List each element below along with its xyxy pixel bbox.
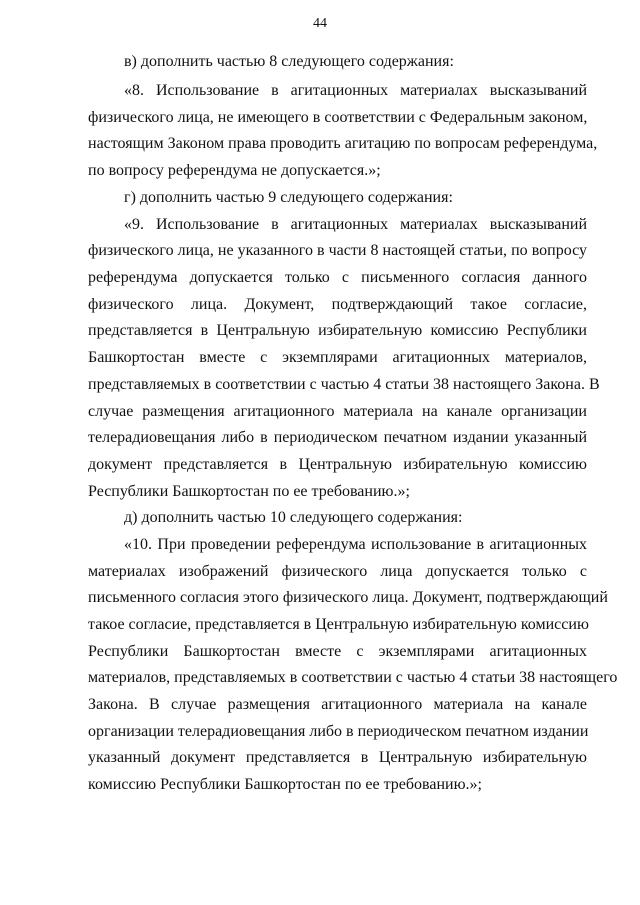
text-line: материалах изображений физического лица допускается только с bbox=[88, 563, 587, 580]
text-line: Республики Башкортостан вместе с экземплярами агитационных bbox=[88, 643, 587, 660]
text-line: г) дополнить частью 9 следующего содержания: bbox=[124, 189, 453, 206]
text-line: по вопросу референдума не допускается.»; bbox=[88, 162, 381, 179]
text-line: физического лица. Документ, подтверждающий такое согласие, bbox=[88, 296, 587, 313]
text-line: указанный документ представляется в Центральную избирательную bbox=[88, 749, 587, 766]
text-line: Республики Башкортостан по ее требованию.»; bbox=[88, 483, 410, 500]
text-line: физического лица, не указанного в части 8 настоящей статьи, по вопросу bbox=[88, 242, 587, 259]
text-line: настоящим Законом права проводить агитацию по вопросам референдума, bbox=[88, 135, 598, 152]
text-line: «10. При проведении референдума использование в агитационных bbox=[124, 536, 587, 553]
text-line: комиссию Республики Башкортостан по ее требованию.»; bbox=[88, 776, 482, 793]
text-line: организации телерадиовещания либо в периодическом печатном издании bbox=[88, 723, 589, 740]
text-line: такое согласие, представляется в Центральную избирательную комиссию bbox=[88, 616, 589, 633]
text-line: д) дополнить частью 10 следующего содержания: bbox=[124, 509, 463, 526]
page-number: 44 bbox=[313, 16, 327, 31]
text-line: представляется в Центральную избирательную комиссию Республики bbox=[88, 322, 587, 339]
text-line: «8. Использование в агитационных материалах высказываний bbox=[124, 82, 587, 99]
text-line: представляемых в соответствии с частью 4 статьи 38 настоящего Закона. В bbox=[88, 376, 600, 393]
text-line: физического лица, не имеющего в соответствии с Федеральным законом, bbox=[88, 109, 588, 126]
text-line: референдума допускается только с письменного согласия данного bbox=[88, 269, 587, 286]
text-line: в) дополнить частью 8 следующего содержания: bbox=[124, 53, 454, 70]
text-line: материалов, представляемых в соответствии с частью 4 статьи 38 настоящего bbox=[88, 669, 618, 686]
text-line: случае размещения агитационного материала на канале организации bbox=[88, 403, 587, 420]
text-line: документ представляется в Центральную избирательную комиссию bbox=[88, 456, 587, 473]
text-line: телерадиовещания либо в периодическом печатном издании указанный bbox=[88, 429, 587, 446]
text-line: Закона. В случае размещения агитационного материала на канале bbox=[88, 696, 587, 713]
text-line: Башкортостан вместе с экземплярами агитационных материалов, bbox=[88, 349, 587, 366]
text-line: письменного согласия этого физического лица. Документ, подтверждающий bbox=[88, 589, 608, 606]
text-line: «9. Использование в агитационных материалах высказываний bbox=[124, 216, 587, 233]
